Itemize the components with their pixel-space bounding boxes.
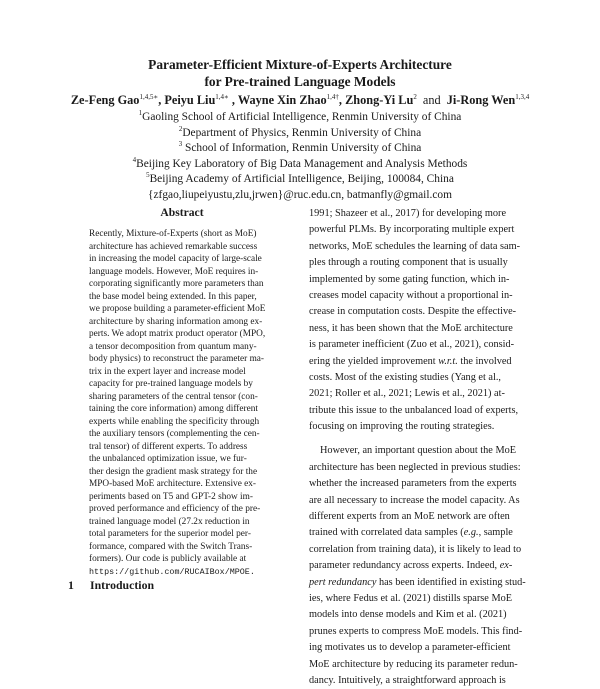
abstract-line: tral tensor) of different experts. To address [89, 441, 248, 452]
author-affil-marks: 1,3,4 [515, 92, 530, 101]
body-text-line: pert redundancy has been identified in existing stud- [309, 576, 526, 588]
body-text-line: tribute this issue to the unbalanced load of experts, [309, 404, 519, 416]
abstract-body [89, 228, 277, 578]
right-column-text [309, 206, 531, 689]
abstract-line: trix in the expert layer and increase model [89, 366, 246, 377]
body-text-line: are all necessary to increase the model capacity. As [309, 494, 520, 506]
abstract-line: language models. However, MoE requires in- [89, 266, 259, 277]
body-text-line: whether the increased parameters from the experts [309, 478, 517, 490]
abstract-line: formers). Our code is publicly available at [89, 554, 247, 564]
affiliation-text: Gaoling School of Artificial Intelligence, Renmin University of China [142, 111, 462, 123]
body-text-line: powerful PLMs. By incorporating multiple expert [309, 224, 515, 236]
author-conjunction: and [422, 93, 441, 107]
abstract-line: the auxiliary tensors (complementing the cen- [89, 429, 260, 439]
contact-emails: {zfgao,liupeiyustu,zlu,jrwen}@ruc.edu.cn, batmanfly@gmail.com [148, 188, 452, 201]
title-line-1: Parameter-Efficient Mixture-of-Experts Architecture [148, 57, 452, 72]
affiliation [0, 157, 600, 173]
body-text-line: However, an important question about the MoE [320, 445, 517, 457]
affiliation-mark: 5 [146, 171, 150, 180]
abstract-line: the base model being extended. In this paper, [89, 291, 257, 302]
abstract-line: trained language model (27.2x reduction in [89, 516, 250, 527]
body-text-line: MoE architecture by reducing its parameter redun- [309, 658, 518, 670]
abstract-line: perts. We adopt matrix product operator (MPO, [89, 329, 266, 339]
body-text-line: creases model capacity without a proportional in- [309, 289, 513, 301]
abstract-line: taining the core information) among different [89, 404, 258, 414]
abstract-line: the unbalanced optimization issue, we fur- [89, 454, 247, 464]
abstract-line: formance, compared with the Switch Trans- [89, 541, 253, 552]
section-title: Introduction [90, 578, 155, 592]
affiliation-mark: 1 [138, 109, 143, 118]
abstract-line: Recently, Mixture-of-Experts (short as MoE) [89, 229, 257, 239]
author-affil-marks: 1,4∗ [215, 92, 229, 101]
author-name: Ji-Rong Wen [446, 93, 516, 107]
body-text-line: parameter redundancy across experts. Indeed, ex- [309, 560, 513, 572]
paper-title [0, 56, 600, 90]
abstract-line: sharing parameters of the central tensor (con- [89, 391, 258, 402]
abstract-line: architecture by sharing information among ex- [89, 316, 263, 327]
abstract-line: capacity for pre-trained language models by [89, 379, 253, 389]
affiliation-mark: 4 [132, 155, 137, 164]
body-text-line: ering the yielded improvement w.r.t. the involved [309, 355, 512, 367]
author-name: Ze-Feng Gao [70, 93, 140, 107]
abstract-line: a tensor decomposition from quantum many- [89, 341, 257, 352]
author-name: Peiyu Liu [164, 93, 216, 107]
code-url-link[interactable]: https://github.com/RUCAIBox/MPOE. [89, 566, 255, 577]
abstract-heading: Abstract [160, 206, 204, 219]
abstract-line: proved performance and efficiency of the pre- [89, 504, 261, 514]
body-text-line: ples through a routing component that is usually [309, 257, 508, 269]
affiliation-text: Beijing Academy of Artificial Intelligence, Beijing, 100084, China [149, 173, 454, 186]
author-affil-marks: 1,4† [326, 92, 339, 101]
abstract-line: periments based on T5 and GPT-2 show im- [89, 491, 253, 502]
affiliation [0, 126, 600, 142]
body-text-line: architecture has been neglected in previous studies: [309, 461, 521, 473]
body-text-line: ing motivates us to develop a parameter-efficient [309, 642, 511, 654]
author-list: Ze-Feng Gao$^{1,4,5∗}$, Peiyu Liu$^{1,4∗}$ , Wayne Xin Zhao$^{1,4\dagger}$, Zhong-Yi Lu$^2$ and Ji-Rong Wen$^{1,3,4}$ [70, 92, 530, 107]
affiliation-mark: 2 [178, 124, 183, 133]
paragraph-gap [309, 435, 531, 443]
body-text-line: costs. Most of the existing studies (Yang et al., [309, 371, 502, 383]
abstract-line: experts while enabling the specificity through [89, 416, 260, 427]
body-text-line: focusing on improving the routing strategies. [309, 421, 495, 433]
author-affil-marks: 2 [413, 92, 417, 101]
body-text-line: networks, MoE schedules the learning of data sam- [309, 240, 521, 252]
author-name: Zhong-Yi Lu [345, 93, 414, 107]
abstract-line: body physics) to reconstruct the parameter ma- [89, 354, 265, 364]
body-text-line: is parameter inefficient (Zuo et al., 2021), consid- [309, 339, 515, 351]
affiliation [0, 141, 600, 157]
body-text-line: 2021; Roller et al., 2021; Lewis et al., 2021) at- [309, 388, 505, 400]
body-text-line: models into dense models and Kim et al. (2021) [309, 609, 507, 621]
body-text-line: correlation from training data), it is likely to lead to [309, 543, 522, 555]
body-text-line: crease in computation costs. Despite the effective- [309, 306, 517, 318]
section-number: 1 [68, 578, 74, 592]
affiliation [0, 172, 600, 188]
affiliation-text: Department of Physics, Renmin University of China [182, 126, 422, 139]
abstract-line: corporating significantly more parameters than [89, 279, 264, 289]
author-name: Wayne Xin Zhao [237, 93, 327, 107]
body-text-line: implemented by some gating function, which in- [309, 273, 510, 285]
body-text-line: 1991; Shazeer et al., 2017) for developing more [309, 208, 507, 219]
author-affil-marks: 1,4,5∗ [139, 92, 159, 101]
abstract-line: ther design the gradient mask strategy for the [89, 466, 258, 477]
title-line-2: for Pre-trained Language Models [204, 74, 396, 89]
body-text-line: different experts from an MoE network are often [309, 511, 510, 523]
body-text-line: ness, it has been shown that the MoE architecture [309, 322, 513, 334]
affiliation-mark: 3 [178, 140, 183, 149]
section-heading [68, 578, 154, 593]
affiliation [0, 110, 600, 126]
body-text-line: dancy. Intuitively, a straightforward approach is [309, 674, 506, 686]
abstract-line: in increasing the model capacity of large-scale [89, 254, 262, 264]
body-text-line: prunes experts to compress MoE models. This find- [309, 625, 523, 637]
abstract-line: we propose building a parameter-efficient MoE [89, 304, 266, 314]
body-text-line: trained with correlated data samples (e.g., sample [309, 527, 513, 539]
body-text-line: ies, where Fedus et al. (2021) distills sparse MoE [309, 592, 513, 604]
abstract-line: MPO-based MoE architecture. Extensive ex- [89, 479, 257, 489]
affiliation-list [0, 110, 600, 204]
affiliation-text: Beijing Key Laboratory of Big Data Management and Analysis Methods [136, 157, 468, 170]
abstract-line: total parameters for the superior model per- [89, 529, 251, 539]
affiliation-text: School of Information, Renmin University of China [182, 142, 422, 155]
abstract-line: architecture has achieved remarkable success [89, 241, 258, 252]
